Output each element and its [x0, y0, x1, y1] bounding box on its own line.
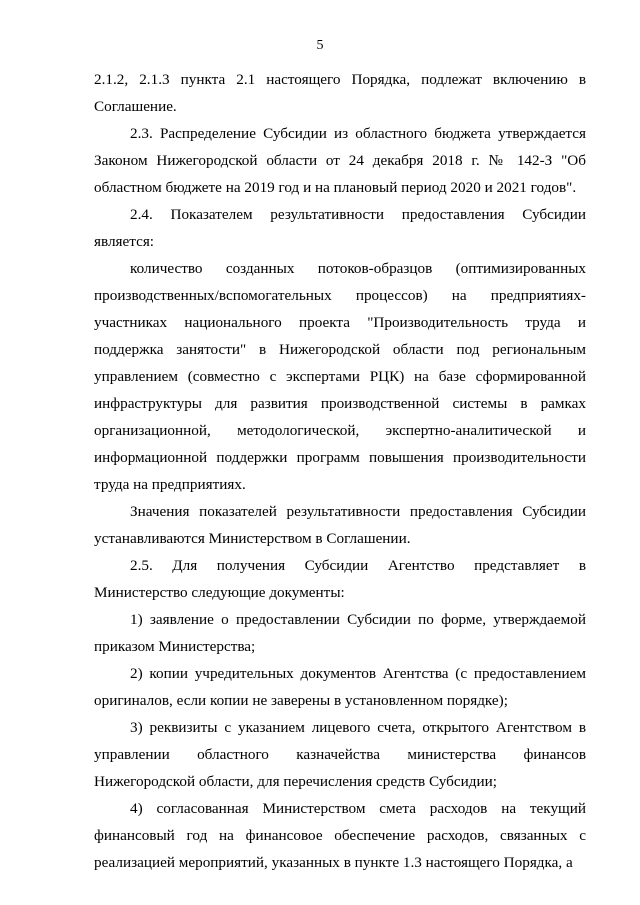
paragraph-indicator-definition: количество созданных потоков-образцов (оптимизированных производственных/вспомогательных процессов) на предприятиях-участниках национального проекта "Производительность труда и поддержка занятости" в Нижегородской области под региональным управлением (совместно с экспертами РЦК) на базе сформированной инфраструктуры для развития производственной системы в рамках организационной, методологической, экспертно-аналитической и информационной поддержки программ повышения производительности труда на предприятиях.	[94, 260, 586, 493]
page-number: 5	[316, 38, 324, 53]
paragraph-2-3: 2.3. Распределение Субсидии из областного бюджета утверждается Законом Нижегородской области от 24 декабря 2018 г. № 142-З "Об областном бюджете на 2019 год и на плановый период 2020 и 2021 годов".	[94, 125, 586, 196]
paragraph-2-4: 2.4. Показателем результативности предоставления Субсидии является:	[94, 206, 586, 250]
paragraph-indicator-values: Значения показателей результативности предоставления Субсидии устанавливаются Министерством в Соглашении.	[94, 503, 586, 547]
list-item-1: 1) заявление о предоставлении Субсидии по форме, утверждаемой приказом Министерства;	[94, 611, 586, 655]
list-item-3: 3) реквизиты с указанием лицевого счета, открытого Агентством в управлении областного казначейства министерства финансов Нижегородской области, для перечисления средств Субсидии;	[94, 719, 586, 790]
list-item-2: 2) копии учредительных документов Агентства (с предоставлением оригиналов, если копии не заверены в установленном порядке);	[94, 665, 586, 709]
paragraph-continuation: 2.1.2, 2.1.3 пункта 2.1 настоящего Порядка, подлежат включению в Соглашение.	[94, 71, 586, 115]
paragraph-2-5: 2.5. Для получения Субсидии Агентство представляет в Министерство следующие документы:	[94, 557, 586, 601]
document-body	[94, 66, 586, 876]
list-item-4: 4) согласованная Министерством смета расходов на текущий финансовый год на финансовое обеспечение расходов, связанных с реализацией мероприятий, указанных в пункте 1.3 настоящего Порядка, а	[94, 800, 586, 871]
